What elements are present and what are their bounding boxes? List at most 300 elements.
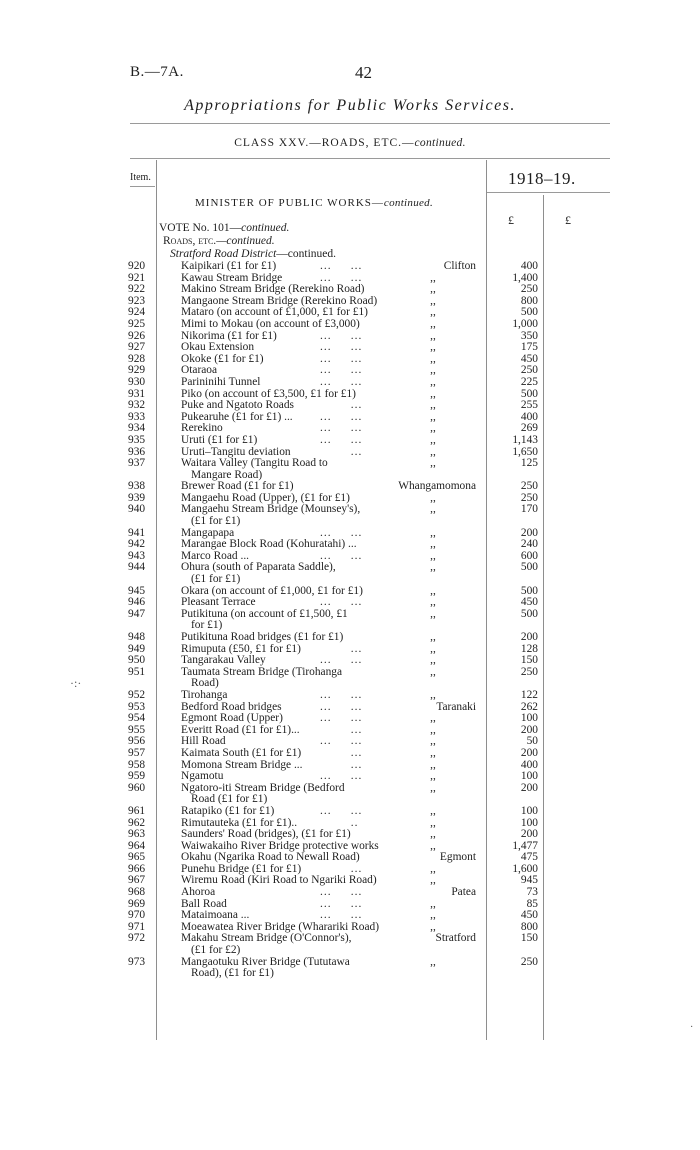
road-district: ,, <box>430 631 436 643</box>
leader-dots: ... ... <box>320 770 363 783</box>
item-description-continuation: (£1 for £1) <box>191 515 241 528</box>
class-heading-continued: continued. <box>414 137 466 149</box>
leader-dots: ... ... <box>320 352 363 365</box>
item-description-line: Mataro (on account of £1,000, £1 for £1) <box>181 306 368 319</box>
amount-1918-19: 500 <box>520 387 538 400</box>
road-district: ,, <box>430 862 436 875</box>
leader-dots: ... ... <box>320 260 363 272</box>
item-description-line: Rimuputa (£50, £1 for £1) <box>181 642 301 655</box>
amount-1918-19: 200 <box>520 723 538 736</box>
road-district: ,, <box>430 584 436 597</box>
leader-dots: ... ... <box>320 526 363 539</box>
item-description-line: Kaimata South (£1 for £1) <box>181 746 302 759</box>
item-description-line: Nikorima (£1 for £1) <box>181 329 277 342</box>
road-district: ,, <box>430 688 436 701</box>
item-description-line: Mataimoana ... <box>181 909 250 922</box>
leader-dots: ... <box>320 862 363 875</box>
item-number: 948 <box>128 631 146 643</box>
leader-dots: ... ... <box>320 271 363 284</box>
item-number: 932 <box>128 399 146 412</box>
table-row <box>0 887 700 899</box>
header-rule <box>130 186 155 187</box>
item-number: 955 <box>128 723 146 736</box>
item-description <box>181 504 381 527</box>
item-description-line: Pukearuhe (£1 for £1) ... <box>181 410 293 423</box>
item-number: 952 <box>128 688 146 701</box>
table-row <box>0 319 700 331</box>
road-district: ,, <box>430 955 436 968</box>
road-district: ,, <box>430 375 436 388</box>
item-description-line: Makino Stream Bridge (Rerekino Road) <box>181 283 365 296</box>
item-description <box>181 933 381 956</box>
amount-1918-19: 400 <box>520 260 538 272</box>
road-district: Egmont <box>439 851 476 864</box>
table-row <box>0 806 700 818</box>
leader-dots: ... ... <box>320 712 363 725</box>
road-district: ,, <box>430 735 436 748</box>
leader-dots: ... ... <box>320 329 363 342</box>
item-description-line: Otaraoa <box>181 364 218 377</box>
roads-heading <box>163 235 275 247</box>
table-row <box>0 261 700 273</box>
page-title: Appropriations for Public Works Services. <box>184 97 516 114</box>
table-row <box>0 632 700 644</box>
table-row <box>0 713 700 725</box>
item-description-line: Piko (on account of £3,500, £1 for £1) <box>181 387 356 400</box>
item-number: 956 <box>128 735 146 748</box>
item-description-line: Putikituna Road bridges (£1 for £1) <box>181 631 344 643</box>
amount-1918-19: 269 <box>520 422 538 435</box>
item-number: 954 <box>128 712 146 725</box>
item-number: 926 <box>128 329 146 342</box>
item-number: 968 <box>128 886 146 899</box>
minister-heading-main: MINISTER OF PUBLIC WORKS— <box>195 197 384 209</box>
amount-1918-19: 50 <box>526 735 538 748</box>
leader-dots: ... ... <box>320 886 363 899</box>
road-district: ,, <box>430 364 436 377</box>
item-number: 928 <box>128 352 146 365</box>
item-number: 931 <box>128 387 146 400</box>
item-description-line: Ohura (south of Paparata Saddle), <box>181 561 336 574</box>
amount-1918-19: 1,400 <box>512 271 538 284</box>
amount-1918-19: 170 <box>520 503 538 516</box>
item-description-line: Mangaotuku River Bridge (Tututawa <box>181 955 350 968</box>
item-number: 938 <box>128 480 146 493</box>
road-district: ,, <box>430 271 436 284</box>
item-description-line: Ngatoro-iti Stream Bridge (Bedford <box>181 781 345 794</box>
road-district: ,, <box>430 746 436 759</box>
amount-1918-19: 200 <box>520 526 538 539</box>
item-number: 963 <box>128 828 146 841</box>
item-description-line: Waitara Valley (Tangitu Road to <box>181 457 328 470</box>
road-district: ,, <box>430 874 436 887</box>
item-number: 943 <box>128 549 146 562</box>
item-description-line: Putikituna (on account of £1,500, £1 <box>181 607 348 620</box>
item-number: 936 <box>128 445 146 458</box>
amount-1918-19: 250 <box>520 491 538 504</box>
table-row <box>0 690 700 702</box>
item-description-line: Uruti (£1 for £1) <box>181 433 258 446</box>
district-heading <box>170 248 336 260</box>
road-district: ,, <box>430 283 436 296</box>
item-number: 965 <box>128 851 146 864</box>
amount-1918-19: 150 <box>520 932 538 945</box>
leader-dots: ... ... <box>320 897 363 910</box>
minister-heading-continued: continued. <box>383 197 434 209</box>
leader-dots: ... ... <box>320 549 363 562</box>
road-district: ,, <box>430 607 436 620</box>
item-column-header: Item. <box>130 172 151 183</box>
amount-1918-19: 100 <box>520 804 538 817</box>
item-description-line: Moeawatea River Bridge (Wharariki Road) <box>181 920 379 933</box>
amount-1918-19: 122 <box>520 688 538 701</box>
year-rule <box>486 192 610 193</box>
item-description-line: Parininihi Tunnel <box>181 375 261 388</box>
amount-1918-19: 1,000 <box>512 317 538 330</box>
item-description-line: Hill Road <box>181 735 226 748</box>
table-row <box>0 481 700 493</box>
item-number: 947 <box>128 607 146 620</box>
item-number: 941 <box>128 526 146 539</box>
amount-1918-19: 100 <box>520 770 538 783</box>
item-description-line: Mangaehu Road (Upper), (£1 for £1) <box>181 491 350 504</box>
item-number: 923 <box>128 294 146 307</box>
amount-1918-19: 475 <box>520 851 538 864</box>
amount-1918-19: 450 <box>520 596 538 609</box>
leader-dots: ... ... <box>320 688 363 701</box>
item-number: 949 <box>128 642 146 655</box>
table-row <box>0 435 700 447</box>
item-description-line: Ngamotu <box>181 770 224 783</box>
item-description-line: Marco Road ... <box>181 549 250 562</box>
item-number: 946 <box>128 596 146 609</box>
item-description-line: Pleasant Terrace <box>181 596 256 609</box>
stray-mark-edge: · <box>690 1022 694 1033</box>
road-district: ,, <box>430 422 436 435</box>
road-district: ,, <box>430 387 436 400</box>
item-number: 945 <box>128 584 146 597</box>
leader-dots: ... <box>320 642 363 655</box>
item-description-line: Tirohanga <box>181 688 228 701</box>
item-description-line: Puke and Ngatoto Roads <box>181 399 294 412</box>
road-district: Patea <box>451 886 476 899</box>
road-district: ,, <box>430 445 436 458</box>
table-row <box>0 783 700 806</box>
amount-1918-19: 200 <box>520 631 538 643</box>
document-reference: B.—7A. <box>130 64 184 80</box>
item-description-line: Okara (on account of £1,000, £1 for £1) <box>181 584 363 597</box>
item-number: 964 <box>128 839 146 852</box>
amount-1918-19: 400 <box>520 410 538 423</box>
table-row <box>0 957 700 980</box>
item-description-line: Rimutauteka (£1 for £1).. <box>181 816 298 829</box>
item-number: 935 <box>128 433 146 446</box>
district-heading-continued: —continued. <box>276 248 337 260</box>
item-description-line: Makahu Stream Bridge (O'Connor's), <box>181 932 352 945</box>
amount-1918-19: 500 <box>520 607 538 620</box>
leader-dots: ... ... <box>320 364 363 377</box>
item-number: 930 <box>128 375 146 388</box>
item-description-line: Bedford Road bridges <box>181 700 282 713</box>
amount-1918-19: 600 <box>520 549 538 562</box>
item-description-line: Okau Extension <box>181 341 255 354</box>
road-district: ,, <box>430 596 436 609</box>
item-number: 942 <box>128 538 146 551</box>
item-description-continuation: Road (£1 for £1) <box>191 793 268 806</box>
class-heading-main: CLASS XXV.—ROADS, ETC.— <box>234 137 415 149</box>
item-number: 920 <box>128 260 146 272</box>
amount-1918-19: 250 <box>520 665 538 678</box>
leader-dots: ... ... <box>320 375 363 388</box>
item-description-line: Saunders' Road (bridges), (£1 for £1) <box>181 828 351 841</box>
table-row <box>0 400 700 412</box>
road-district: ,, <box>430 294 436 307</box>
amount-1918-19: 73 <box>526 886 538 899</box>
item-description-line: Momona Stream Bridge ... <box>181 758 303 771</box>
amount-1918-19: 800 <box>520 294 538 307</box>
item-number: 939 <box>128 491 146 504</box>
road-district: Clifton <box>443 260 476 272</box>
table-row <box>0 458 700 481</box>
road-district: ,, <box>430 712 436 725</box>
road-district: ,, <box>430 329 436 342</box>
item-number: 933 <box>128 410 146 423</box>
leader-dots: ... ... <box>320 341 363 354</box>
leader-dots: ... <box>320 723 363 736</box>
item-description-line: Okoke (£1 for £1) <box>181 352 264 365</box>
road-district: Taranaki <box>436 700 476 713</box>
title-rule <box>130 123 610 124</box>
item-description <box>181 562 381 585</box>
road-district: ,, <box>430 317 436 330</box>
item-description-continuation: (£1 for £1) <box>191 573 241 586</box>
item-description-line: Ball Road <box>181 897 227 910</box>
amount-1918-19: 500 <box>520 306 538 319</box>
road-district: ,, <box>430 642 436 655</box>
road-district: ,, <box>430 306 436 319</box>
road-district: ,, <box>430 433 436 446</box>
leader-dots: ... ... <box>320 596 363 609</box>
amount-1918-19: 128 <box>520 642 538 655</box>
amount-1918-19: 250 <box>520 283 538 296</box>
item-number: 958 <box>128 758 146 771</box>
item-number: 934 <box>128 422 146 435</box>
item-description-line: Wiremu Road (Kiri Road to Ngariki Road) <box>181 874 377 887</box>
item-number: 937 <box>128 457 146 470</box>
leader-dots: ... <box>320 399 363 412</box>
vote-heading-main: VOTE No. 101— <box>159 222 242 234</box>
road-district: ,, <box>430 804 436 817</box>
item-number: 953 <box>128 700 146 713</box>
leader-dots: ... ... <box>320 735 363 748</box>
table-row <box>0 667 700 690</box>
item-number: 951 <box>128 665 146 678</box>
item-description-line: Ratapiko (£1 for £1) <box>181 804 275 817</box>
amount-1918-19: 200 <box>520 746 538 759</box>
amount-1918-19: 250 <box>520 480 538 493</box>
item-description <box>181 609 381 632</box>
table-row <box>0 504 700 527</box>
item-description-continuation: (£1 for £2) <box>191 944 241 957</box>
road-district: ,, <box>430 816 436 829</box>
appropriation-table-body <box>0 261 700 980</box>
amount-1918-19: 400 <box>520 758 538 771</box>
road-district: ,, <box>430 828 436 841</box>
item-number: 960 <box>128 781 146 794</box>
item-description-line: Marangae Block Road (Kohuratahi) ... <box>181 538 357 551</box>
road-district: ,, <box>430 526 436 539</box>
leader-dots: ... ... <box>320 700 363 713</box>
item-description <box>181 783 381 806</box>
road-district: ,, <box>430 352 436 365</box>
leader-dots: ... <box>320 445 363 458</box>
table-row <box>0 597 700 609</box>
leader-dots: ... ... <box>320 654 363 667</box>
amount-1918-19: 175 <box>520 341 538 354</box>
road-district: ,, <box>430 549 436 562</box>
amount-1918-19: 255 <box>520 399 538 412</box>
amount-1918-19: 1,600 <box>512 862 538 875</box>
item-description-line: Everitt Road (£1 for £1)... <box>181 723 300 736</box>
road-district: ,, <box>430 781 436 794</box>
leader-dots: ... ... <box>320 422 363 435</box>
item-number: 973 <box>128 955 146 968</box>
pound-sign-amount: £ <box>508 213 514 227</box>
road-district: ,, <box>430 491 436 504</box>
item-number: 944 <box>128 561 146 574</box>
amount-1918-19: 1,650 <box>512 445 538 458</box>
district-heading-main: Stratford Road District <box>170 248 277 260</box>
table-row <box>0 655 700 667</box>
item-number: 962 <box>128 816 146 829</box>
amount-1918-19: 100 <box>520 712 538 725</box>
amount-1918-19: 200 <box>520 828 538 841</box>
amount-1918-19: 800 <box>520 920 538 933</box>
item-description-continuation: Road) <box>191 677 219 690</box>
road-district: ,, <box>430 503 436 516</box>
amount-1918-19: 262 <box>520 700 538 713</box>
table-row <box>0 609 700 632</box>
road-district: ,, <box>430 770 436 783</box>
item-number: 972 <box>128 932 146 945</box>
leader-dots: ... <box>320 746 363 759</box>
item-description-line: Taumata Stream Bridge (Tirohanga <box>181 665 343 678</box>
road-district: ,, <box>430 839 436 852</box>
road-district: ,, <box>430 909 436 922</box>
road-district: ,, <box>430 654 436 667</box>
item-description-line: Mangapapa <box>181 526 235 539</box>
item-number: 970 <box>128 909 146 922</box>
item-description-line: Ahoroa <box>181 886 216 899</box>
item-number: 957 <box>128 746 146 759</box>
item-description-line: Waiwakaiho River Bridge protective works <box>181 839 379 852</box>
item-number: 924 <box>128 306 146 319</box>
item-number: 922 <box>128 283 146 296</box>
road-district: ,, <box>430 457 436 470</box>
item-description-line: Egmont Road (Upper) <box>181 712 283 725</box>
table-row <box>0 551 700 563</box>
road-district: ,, <box>430 341 436 354</box>
item-description-continuation: Road), (£1 for £1) <box>191 967 274 980</box>
table-row <box>0 748 700 760</box>
roads-heading-continued: —continued. <box>216 235 275 247</box>
item-description-line: Mangaone Stream Bridge (Rerekino Road) <box>181 294 378 307</box>
amount-1918-19: 500 <box>520 584 538 597</box>
road-district: ,, <box>430 897 436 910</box>
item-description-line: Kawau Stream Bridge <box>181 271 283 284</box>
vote-heading-continued: continued. <box>241 222 290 234</box>
item-number: 925 <box>128 317 146 330</box>
road-district: ,, <box>430 561 436 574</box>
year-column-header: 1918–19. <box>508 169 576 188</box>
table-row <box>0 771 700 783</box>
amount-1918-19: 85 <box>526 897 538 910</box>
table-row <box>0 447 700 459</box>
item-number: 969 <box>128 897 146 910</box>
road-district: ,, <box>430 665 436 678</box>
amount-1918-19: 250 <box>520 955 538 968</box>
item-description <box>181 957 381 980</box>
leader-dots: ... <box>320 758 363 771</box>
leader-dots: ... ... <box>320 804 363 817</box>
stray-mark: ·:· <box>70 676 82 690</box>
item-description-continuation: for £1) <box>191 619 223 632</box>
item-description-line: Kaipikari (£1 for £1) <box>181 260 277 272</box>
table-row <box>0 342 700 354</box>
road-district: Stratford <box>435 932 476 945</box>
road-district: Whangamomona <box>398 480 476 493</box>
item-description-line: Mimi to Mokau (on account of £3,000) <box>181 317 360 330</box>
table-row <box>0 562 700 585</box>
amount-1918-19: 240 <box>520 538 538 551</box>
item-number: 950 <box>128 654 146 667</box>
amount-1918-19: 100 <box>520 816 538 829</box>
item-description-line: Mangaehu Stream Bridge (Mounsey's), <box>181 503 361 516</box>
class-rule <box>130 158 610 159</box>
page-number: 42 <box>355 63 372 82</box>
amount-1918-19: 125 <box>520 457 538 470</box>
road-district: ,, <box>430 920 436 933</box>
amount-1918-19: 1,477 <box>512 839 538 852</box>
table-row <box>0 933 700 956</box>
item-number: 971 <box>128 920 146 933</box>
road-district: ,, <box>430 723 436 736</box>
amount-1918-19: 200 <box>520 781 538 794</box>
item-description-line: Okahu (Ngarika Road to Newall Road) <box>181 851 360 864</box>
amount-1918-19: 150 <box>520 654 538 667</box>
item-number: 929 <box>128 364 146 377</box>
item-description-continuation: Mangare Road) <box>191 468 263 481</box>
amount-1918-19: 1,143 <box>512 433 538 446</box>
item-description-line: Punehu Bridge (£1 for £1) <box>181 862 302 875</box>
road-district: ,, <box>430 538 436 551</box>
vote-heading <box>159 222 289 234</box>
amount-1918-19: 500 <box>520 561 538 574</box>
item-number: 927 <box>128 341 146 354</box>
leader-dots: .. <box>320 816 359 829</box>
amount-1918-19: 225 <box>520 375 538 388</box>
item-number: 967 <box>128 874 146 887</box>
item-description-line: Tangarakau Valley <box>181 654 266 667</box>
leader-dots: ... ... <box>320 909 363 922</box>
minister-heading <box>195 197 433 209</box>
amount-1918-19: 450 <box>520 909 538 922</box>
item-number: 961 <box>128 804 146 817</box>
item-number: 940 <box>128 503 146 516</box>
item-description <box>181 667 381 690</box>
amount-1918-19: 945 <box>520 874 538 887</box>
item-description <box>181 458 381 481</box>
